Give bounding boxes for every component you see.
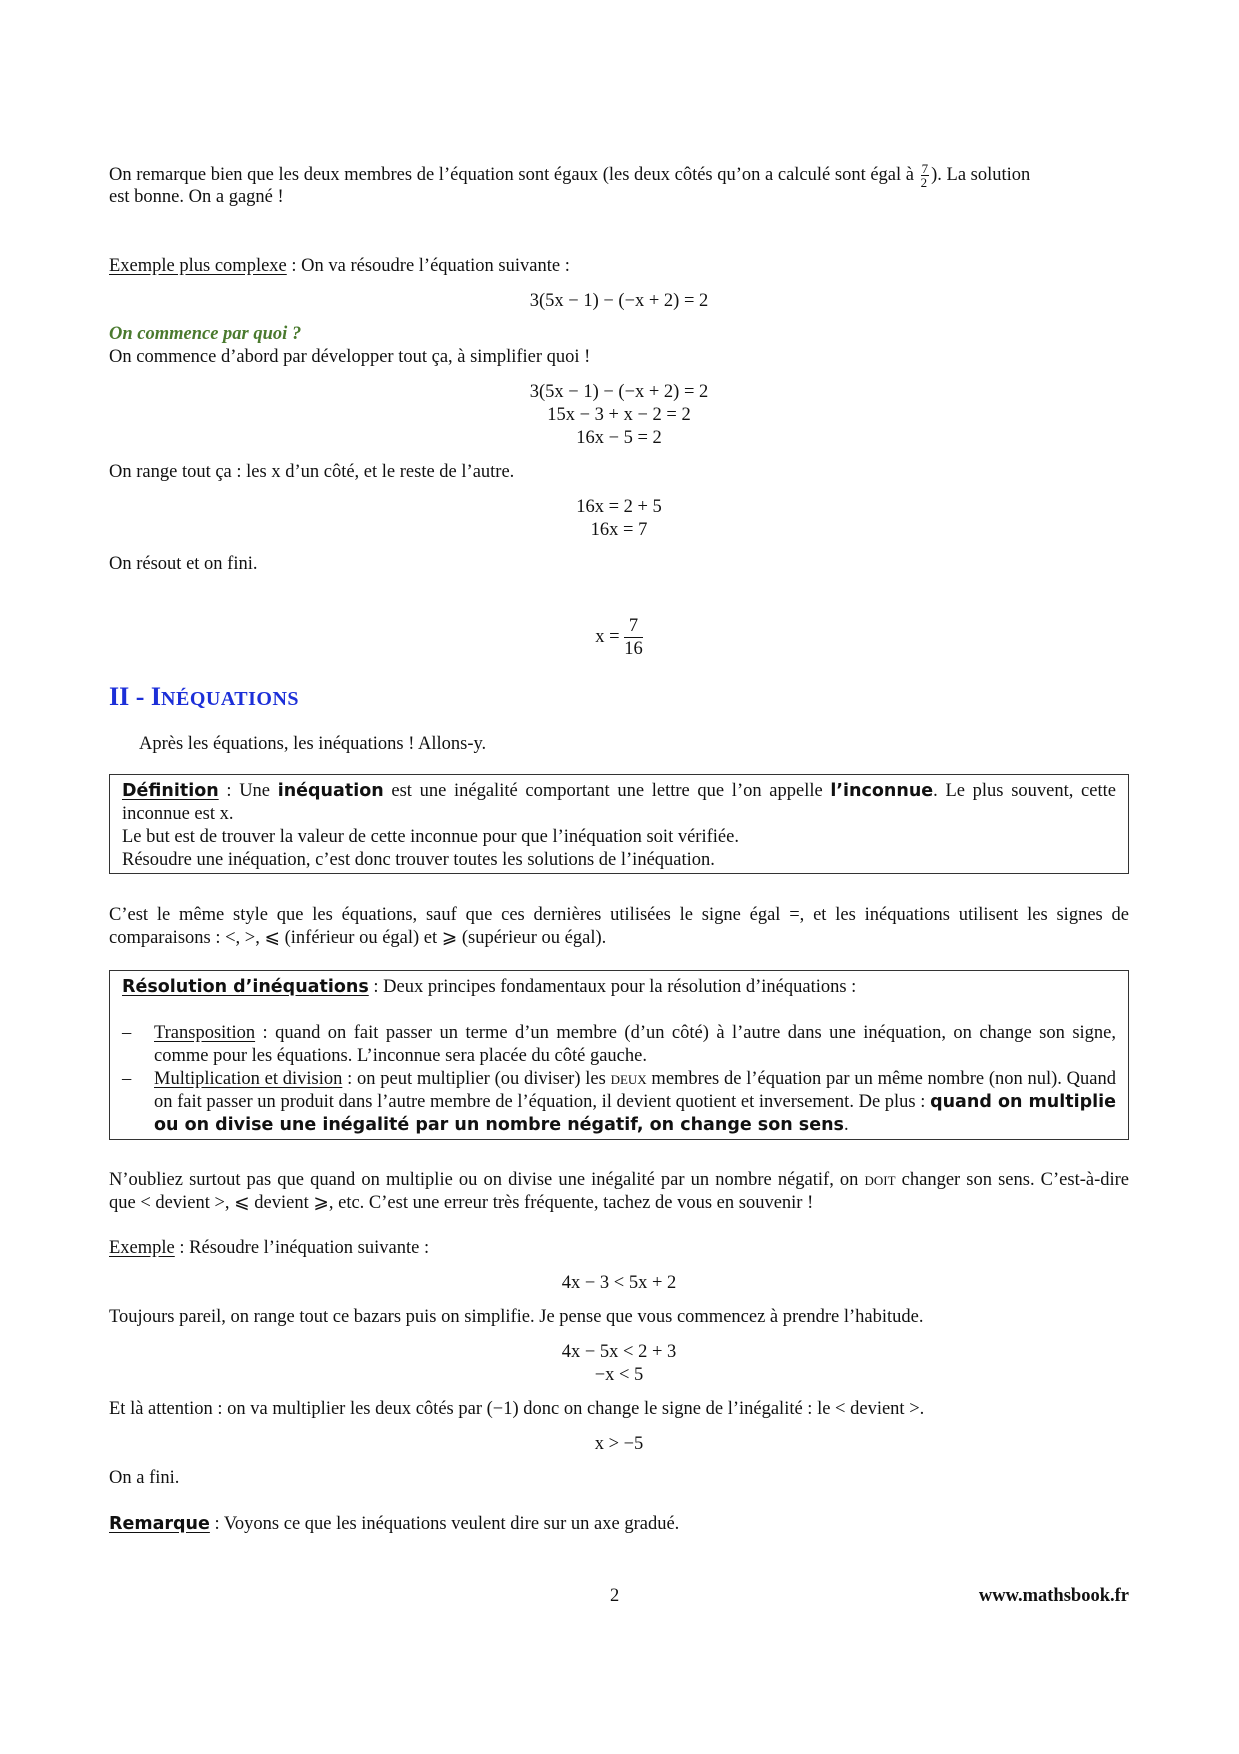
example-label: Exemple	[109, 1238, 175, 1258]
question-heading: On commence par quoi ?	[109, 324, 302, 344]
ineq-step-2: −x < 5	[594, 1365, 644, 1385]
section-heading: II - INÉQUATIONS	[109, 682, 300, 711]
inequation-main: 4x − 3 < 5x + 2	[561, 1273, 677, 1293]
step-2: 15x − 3 + x − 2 = 2	[547, 405, 691, 425]
finish-text: On résout et on fini.	[109, 554, 258, 574]
site-url: www.mathsbook.fr	[978, 1586, 1129, 1606]
arrange-text: On range tout ça : les x d’un côté, et le reste de l’autre.	[109, 462, 515, 482]
example-intro: Exemple : Résoudre l’inéquation suivante :	[109, 1238, 430, 1258]
equation-main: 3(5x − 1) − (−x + 2) = 2	[529, 291, 709, 311]
attention-text: Et là attention : on va multiplier les deux côtés par (−1) donc on change le signe de l’inégalité : le < devient >.	[109, 1399, 925, 1419]
list-item-transposition: – Transposition : quand on fait passer un terme d’un membre (d’un côté) à l’autre dans une inéquation, on change son signe, comme pour les équations. L’inconnue sera placée du côté gauche.	[122, 1023, 1116, 1066]
step-1: 3(5x − 1) − (−x + 2) = 2	[529, 382, 709, 402]
remark-label: Remarque	[109, 1514, 210, 1534]
warning-paragraph: N’oubliez surtout pas que quand on multiplie ou on divise une inégalité par un nombre négatif, on doit changer son sens. C’est-à-dire que < devient >, ⩽ devient ⩾, etc. C’est une erreur très fréquente, tachez de vous en souvenir !	[109, 1170, 1129, 1213]
remark-paragraph: Remarque : Voyons ce que les inéquations veulent dire sur un axe gradué.	[109, 1514, 680, 1534]
done-text: On a fini.	[109, 1468, 180, 1488]
explain-text: On commence d’abord par développer tout ça, à simplifier quoi !	[109, 347, 591, 367]
intro-paragraph: On remarque bien que les deux membres de l’équation sont égaux (les deux côtés qu’on a calculé sont égal à $\frac{7}{2}$ ). La solution	[109, 161, 1031, 190]
step-5: 16x = 7	[590, 520, 648, 540]
page-number: 2	[610, 1586, 620, 1606]
step-3: 16x − 5 = 2	[576, 428, 662, 448]
definition-box: Définition : Une inéquation est une inégalité comportant une lettre que l’on appelle l’inconnue. Le plus souvent, cette inconnue est x. Le but est de trouver la valeur de cette inconnue pour que l’inéquation soit vérifiée. Résoudre une inéquation, c’est donc trouver toutes les solutions de l’inéquation.	[109, 774, 1129, 874]
resolution-box: Résolution d’inéquations : Deux principes fondamentaux pour la résolution d’inéquations : – Transposition : quand on fait passer un terme d’un membre (d’un côté) à l’autre dans une inéquation, on change son signe, comme pour les équations. L’inconnue sera placée du côté gauche. – Multiplication et division : on peut multiplier (ou diviser) les deux membres de l’équation par un même nombre (non nul). Quand on fait passer un produit dans l’autre membre de l’équation, il devient quotient et inversement. De plus : quand on multiplie ou on divise une inégalité par un nombre négatif, on change son sens.	[109, 970, 1129, 1140]
resolution-label: Résolution d’inéquations	[122, 977, 369, 997]
ineq-step-1: 4x − 5x < 2 + 3	[561, 1342, 677, 1362]
style-paragraph: C’est le même style que les équations, sauf que ces dernières utilisées le signe égal =, et les inéquations utilisent les signes de comparaisons : <, >, ⩽ (inférieur ou égal) et ⩾ (supérieur ou égal).	[109, 905, 1129, 948]
ineq-result: x > −5	[594, 1434, 644, 1454]
result-equation: x = $\frac{7}{16}$	[595, 616, 643, 659]
result-fraction: $\frac{7}{16}$	[624, 616, 643, 659]
fraction-seven-halves: $\frac{7}{2}$	[920, 161, 929, 190]
intro-text: On remarque bien que les deux membres de l’équation sont égaux (les deux côtés qu’on a calculé sont égal à	[109, 164, 914, 185]
list-item-multiplication: – Multiplication et division : on peut multiplier (ou diviser) les deux membres de l’équation par un même nombre (non nul). Quand on fait passer un produit dans l’autre membre de l’équation, il devient quotient et inversement. De plus : quand on multiplie ou on divise une inégalité par un nombre négatif, on change son sens.	[122, 1069, 1116, 1135]
after-text: Après les équations, les inéquations ! Allons-y.	[139, 734, 487, 754]
example-complex-label: Exemple plus complexe	[109, 256, 287, 276]
definition-label: Définition	[122, 781, 219, 801]
example-complex-intro: Exemple plus complexe : On va résoudre l’équation suivante :	[109, 256, 570, 276]
step-4: 16x = 2 + 5	[576, 497, 662, 517]
same-text: Toujours pareil, on range tout ce bazars puis on simplifie. Je pense que vous commencez à prendre l’habitude.	[109, 1307, 924, 1327]
intro-line2: est bonne. On a gagné !	[109, 187, 284, 207]
